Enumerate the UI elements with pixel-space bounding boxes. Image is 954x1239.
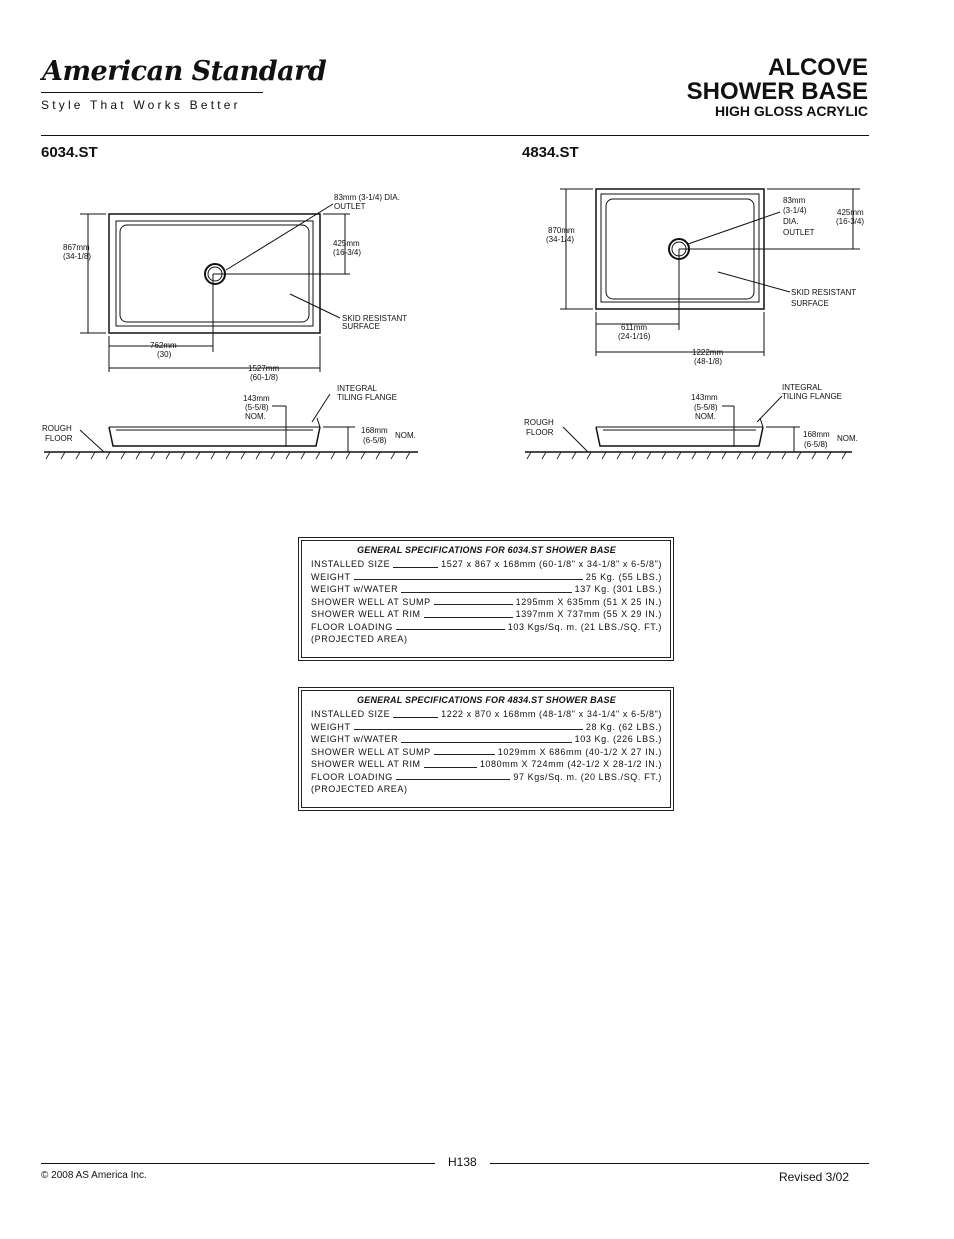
spec-label: WEIGHT w/WATER xyxy=(311,734,399,744)
spec-value: 103 Kgs/Sq. m. (21 LBS./SQ. FT.) xyxy=(507,621,662,632)
spec-note: (PROJECTED AREA) xyxy=(311,784,408,794)
spec-label: SHOWER WELL AT SUMP xyxy=(311,746,431,757)
spec-table-6034 xyxy=(298,537,674,661)
spec-row xyxy=(311,746,662,759)
spec-note: (PROJECTED AREA) xyxy=(311,634,408,644)
spec-row xyxy=(311,558,662,571)
label-center-x-4834: 611mm xyxy=(621,323,648,332)
label-outlet-b-4834: (3-1/4) xyxy=(783,206,807,215)
label-center-x-in-6034: (30) xyxy=(157,350,172,359)
drawing-6034 xyxy=(0,0,954,480)
label-skid2-6034: SURFACE xyxy=(342,322,380,331)
label-outlet-c-4834: DIA. xyxy=(783,217,799,226)
spec-row xyxy=(311,758,662,771)
label-flange-4834: INTEGRAL xyxy=(782,383,823,392)
label-floor-6034: ROUGH xyxy=(42,424,72,433)
label-center-y-6034: 425mm xyxy=(333,239,360,248)
label-outlet-6034: 83mm (3-1/4) DIA. xyxy=(334,193,400,202)
spec-value: 1295mm X 635mm (51 X 25 IN.) xyxy=(515,596,662,607)
label-center-x-6034: 762mm xyxy=(150,341,177,350)
label-height-4834: 168mm xyxy=(803,430,830,439)
label-width-6034: 1527mm xyxy=(248,364,280,373)
model-code-6034: 6034.ST xyxy=(41,144,98,161)
spec-value: 97 Kgs/Sq. m. (20 LBS./SQ. FT.) xyxy=(513,771,662,782)
spec-row xyxy=(311,621,662,634)
spec-value: 1397mm X 737mm (55 X 29 IN.) xyxy=(515,609,662,619)
spec-value: 1222 x 870 x 168mm (48-1/8" x 34-1/4" x 6-5/8") xyxy=(441,709,662,719)
label-well-4834: 143mm xyxy=(691,393,718,402)
spec-title-6034: GENERAL SPECIFICATIONS FOR 6034.ST SHOWER BASE xyxy=(357,545,616,555)
label-depth-4834: 870mm xyxy=(548,226,575,235)
spec-label: FLOOR LOADING xyxy=(311,771,393,782)
label-skid2-4834: SURFACE xyxy=(791,299,829,308)
spec-row xyxy=(311,583,662,596)
spec-label: SHOWER WELL AT RIM xyxy=(311,609,421,619)
page-title-line2: SHOWER BASE xyxy=(686,78,868,105)
spec-row xyxy=(311,771,662,784)
label-height-nom-4834: NOM. xyxy=(837,434,858,443)
label-well-6034: 143mm xyxy=(243,394,270,403)
copyright: © 2008 AS America Inc. xyxy=(41,1170,147,1181)
label-outlet2-6034: OUTLET xyxy=(334,202,366,211)
spec-row xyxy=(311,721,662,734)
label-depth-in-4834: (34-1/4) xyxy=(546,235,575,244)
label-center-x-in-4834: (24-1/16) xyxy=(618,332,651,341)
brand-tagline: Style That Works Better xyxy=(41,98,241,112)
label-depth-in-6034: (34-1/8) xyxy=(63,252,92,261)
spec-label: WEIGHT w/WATER xyxy=(311,584,399,594)
plan-rim-4834 xyxy=(601,194,759,302)
footer-rule-right xyxy=(490,1163,869,1164)
spec-value: 137 Kg. (301 LBS.) xyxy=(574,584,662,594)
spec-label: SHOWER WELL AT SUMP xyxy=(311,596,431,607)
spec-label: INSTALLED SIZE xyxy=(311,559,391,569)
spec-label: SHOWER WELL AT RIM xyxy=(311,759,421,769)
label-height-6034: 168mm xyxy=(361,426,388,435)
spec-row xyxy=(311,733,662,746)
revised-date: Revised 3/02 xyxy=(778,1170,849,1184)
spec-row xyxy=(311,708,662,721)
label-skid-4834: SKID RESISTANT xyxy=(791,288,857,297)
spec-table-4834 xyxy=(298,687,674,811)
spec-value: 28 Kg. (62 LBS.) xyxy=(585,721,662,732)
spec-label: INSTALLED SIZE xyxy=(311,709,391,719)
label-well-nom-6034: NOM. xyxy=(245,412,266,421)
brand-logo: American Standard xyxy=(42,56,327,87)
label-height-in-6034: (6-5/8) xyxy=(363,436,387,445)
label-depth-6034: 867mm xyxy=(63,243,90,252)
footer-rule-left xyxy=(41,1163,435,1164)
page-title-line1: ALCOVE xyxy=(767,54,868,81)
label-center-y-in-4834: (16-3/4) xyxy=(836,217,865,226)
label-outlet-a-4834: 83mm xyxy=(783,196,806,205)
spec-value: 1080mm X 724mm (42-1/2 X 28-1/2 IN.) xyxy=(479,759,662,769)
label-well-in-6034: (5-5/8) xyxy=(245,403,269,412)
label-height-nom-6034: NOM. xyxy=(395,431,416,440)
model-code-4834: 4834.ST xyxy=(522,144,579,161)
spec-value: 103 Kg. (226 LBS.) xyxy=(574,734,662,744)
label-floor2-4834: FLOOR xyxy=(526,428,554,437)
label-flange2-6034: TILING FLANGE xyxy=(337,393,398,402)
label-width-in-4834: (48-1/8) xyxy=(694,357,723,366)
spec-row xyxy=(311,608,662,621)
spec-value: 25 Kg. (55 LBS.) xyxy=(585,571,662,582)
label-well-nom-4834: NOM. xyxy=(695,412,716,421)
spec-title-4834: GENERAL SPECIFICATIONS FOR 4834.ST SHOWER BASE xyxy=(357,695,616,705)
label-skid-6034: SKID RESISTANT xyxy=(342,314,408,323)
spec-row xyxy=(311,571,662,584)
label-well-in-4834: (5-5/8) xyxy=(694,403,718,412)
label-flange-6034: INTEGRAL xyxy=(337,384,378,393)
spec-label: WEIGHT xyxy=(311,571,351,582)
label-height-in-4834: (6-5/8) xyxy=(804,440,828,449)
spec-row xyxy=(311,596,662,609)
label-width-4834: 1222mm xyxy=(692,348,724,357)
label-outlet-d-4834: OUTLET xyxy=(783,228,815,237)
label-width-in-6034: (60-1/8) xyxy=(250,373,279,382)
label-floor-4834: ROUGH xyxy=(524,418,554,427)
label-floor2-6034: FLOOR xyxy=(45,434,73,443)
spec-value: 1527 x 867 x 168mm (60-1/8" x 34-1/8" x 6-5/8") xyxy=(441,559,662,569)
label-center-y-in-6034: (16-3/4) xyxy=(333,248,362,257)
spec-label: WEIGHT xyxy=(311,721,351,732)
spec-label: FLOOR LOADING xyxy=(311,621,393,632)
page-number: H138 xyxy=(448,1155,477,1169)
spec-value: 1029mm X 686mm (40-1/2 X 27 IN.) xyxy=(497,746,662,757)
label-flange2-4834: TILING FLANGE xyxy=(782,392,843,401)
page-subtitle: HIGH GLOSS ACRYLIC xyxy=(715,103,868,119)
label-center-y-4834: 425mm xyxy=(837,208,864,217)
